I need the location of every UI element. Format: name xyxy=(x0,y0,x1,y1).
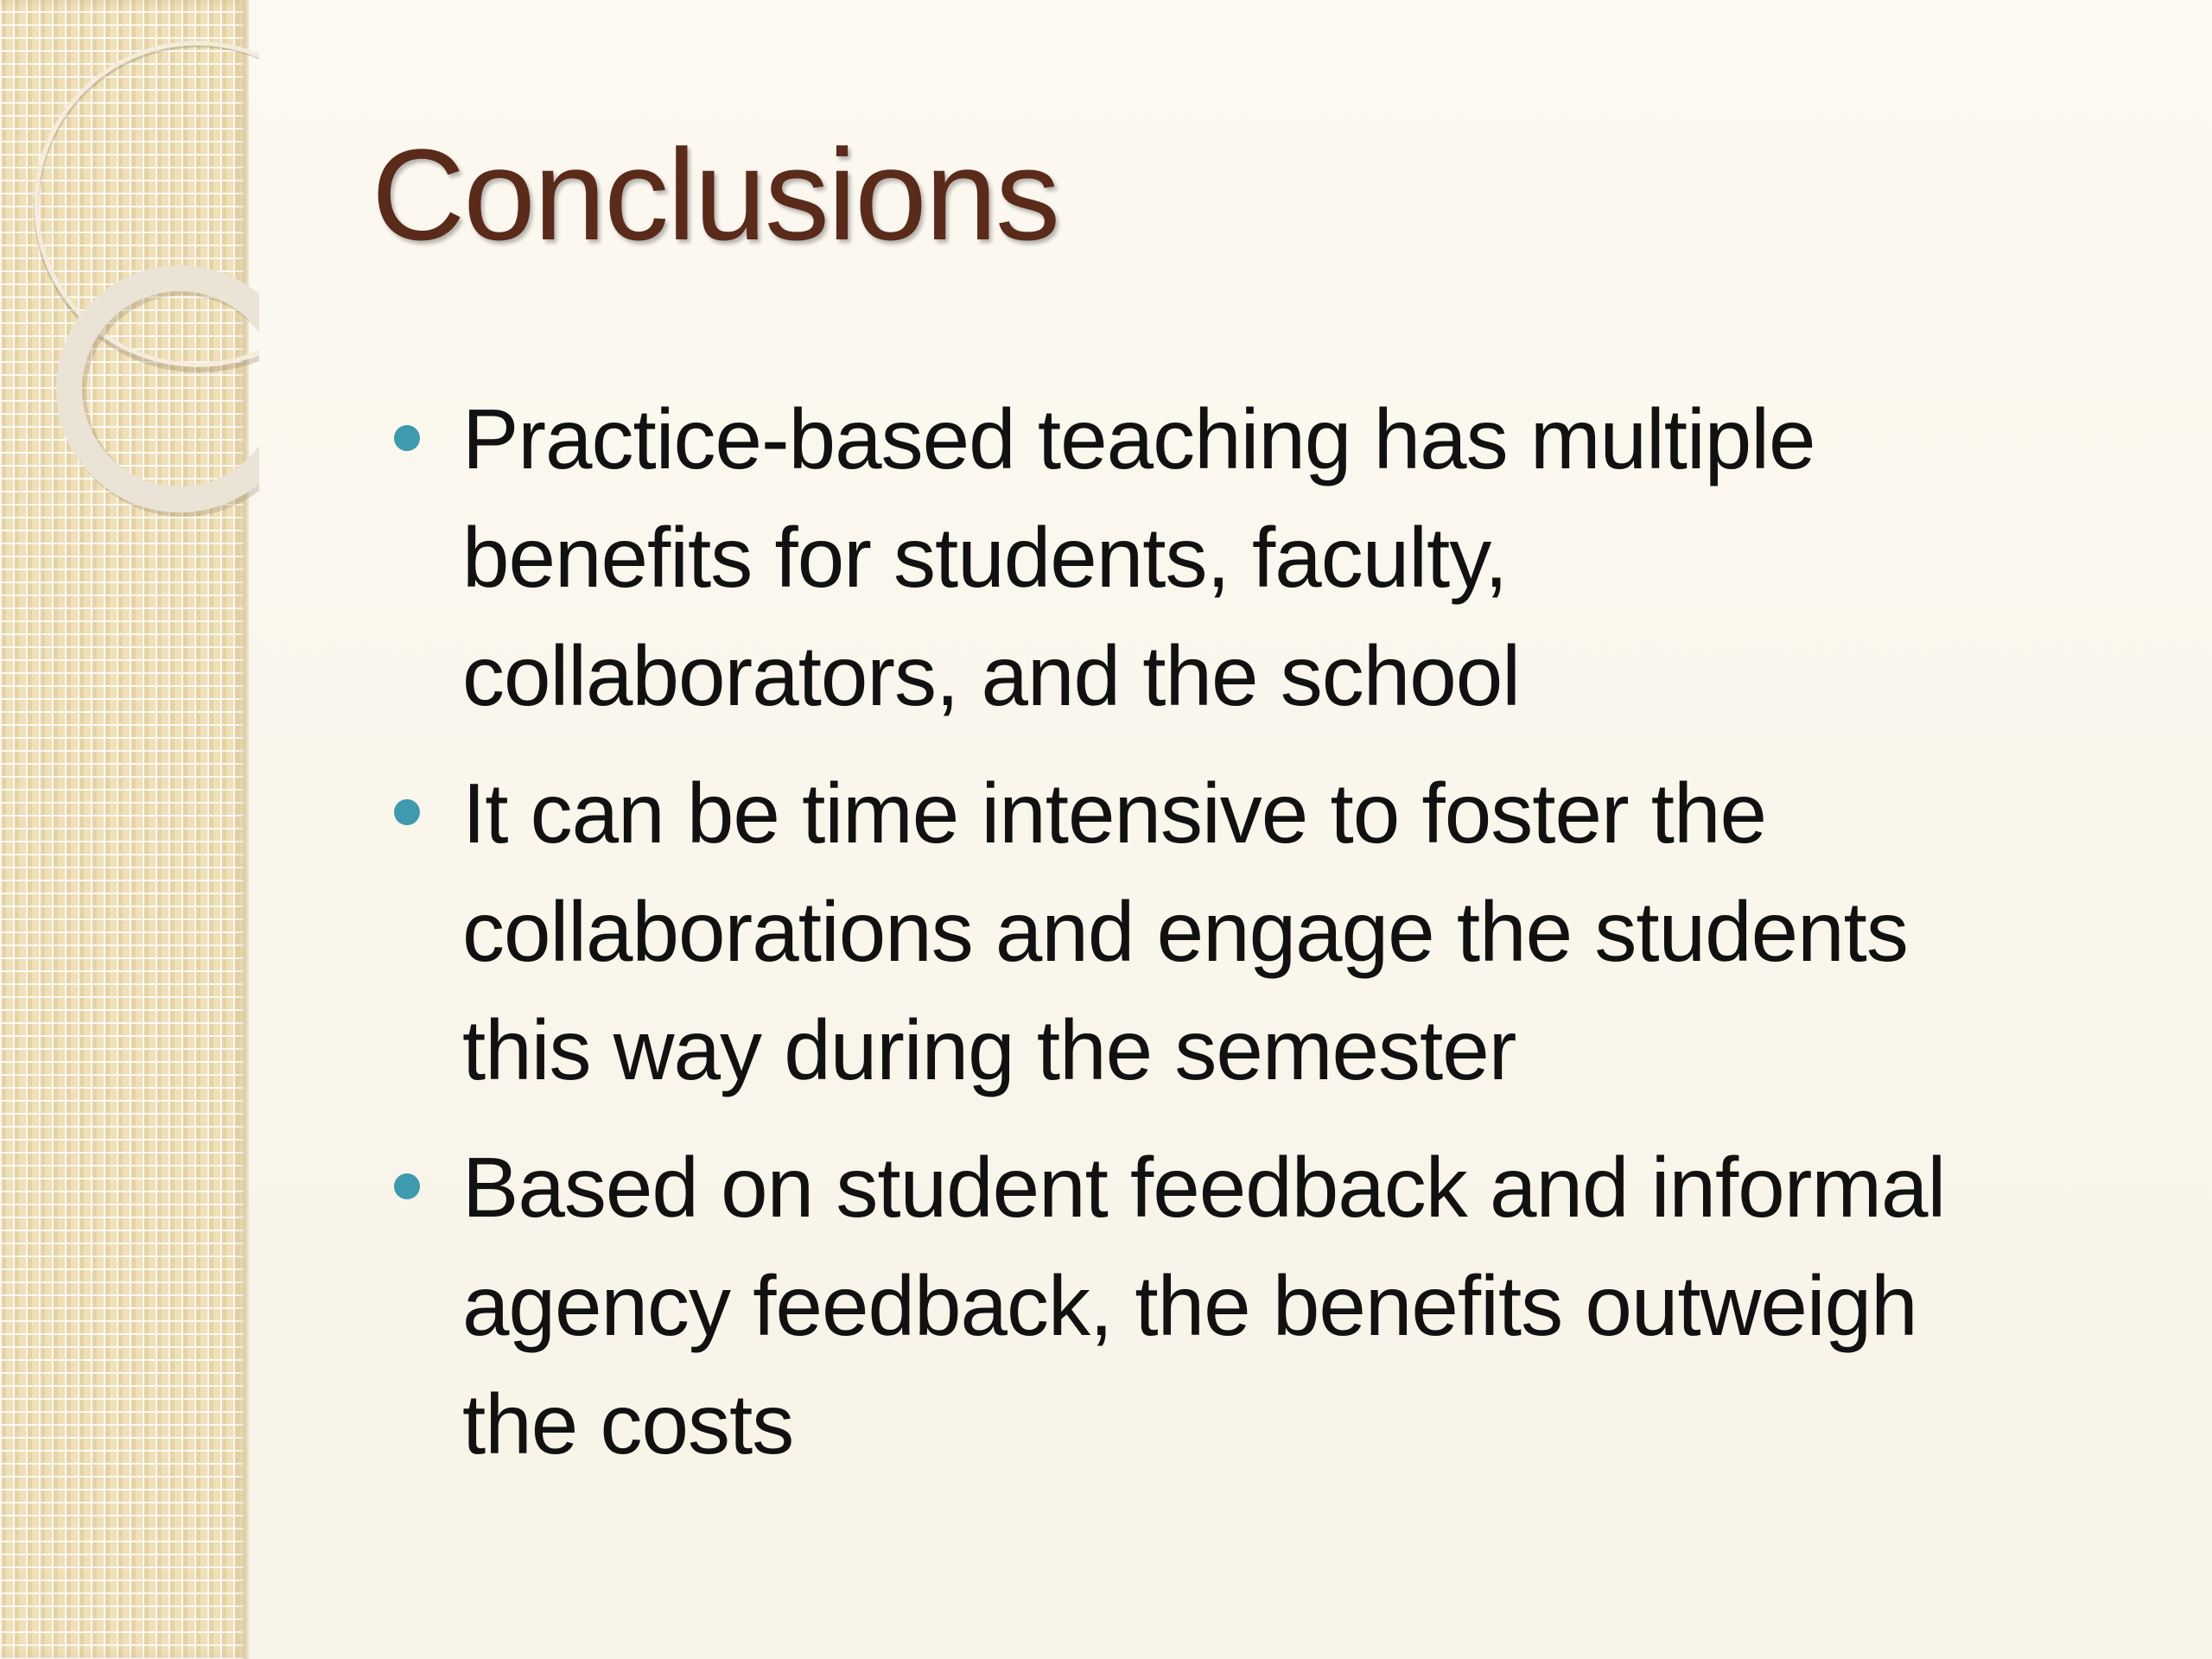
bullet-list xyxy=(389,380,2160,1503)
bullet-2-line-1: It can be time intensive to foster the xyxy=(462,766,1767,861)
slide-title: Conclusions xyxy=(372,122,1059,267)
large-ring xyxy=(36,43,259,365)
decorative-rings xyxy=(0,0,259,553)
bullet-1-line-2: benefits for students, faculty, xyxy=(462,510,1508,605)
bullet-3-line-1: Based on student feedback and informal xyxy=(462,1140,1946,1235)
large-ring-shadow xyxy=(36,45,259,370)
bullet-item-1 xyxy=(389,380,2160,735)
bullet-item-3 xyxy=(389,1128,2160,1484)
bullet-1-line-3: collaborators, and the school xyxy=(462,628,1520,723)
bullet-3-line-2: agency feedback, the benefits outweigh xyxy=(462,1258,1917,1353)
bullet-2-line-2: collaborations and engage the students xyxy=(462,884,1908,979)
bullet-dot-icon xyxy=(394,799,420,825)
bullet-dot-icon xyxy=(394,1173,420,1199)
bullet-3-line-3: the costs xyxy=(462,1376,794,1471)
bullet-item-2 xyxy=(389,754,2160,1109)
small-ring xyxy=(69,278,259,499)
bullet-2-line-3: this way during the semester xyxy=(462,1002,1516,1097)
bullet-1-line-1: Practice-based teaching has multiple xyxy=(462,391,1815,486)
bullet-dot-icon xyxy=(394,425,420,451)
